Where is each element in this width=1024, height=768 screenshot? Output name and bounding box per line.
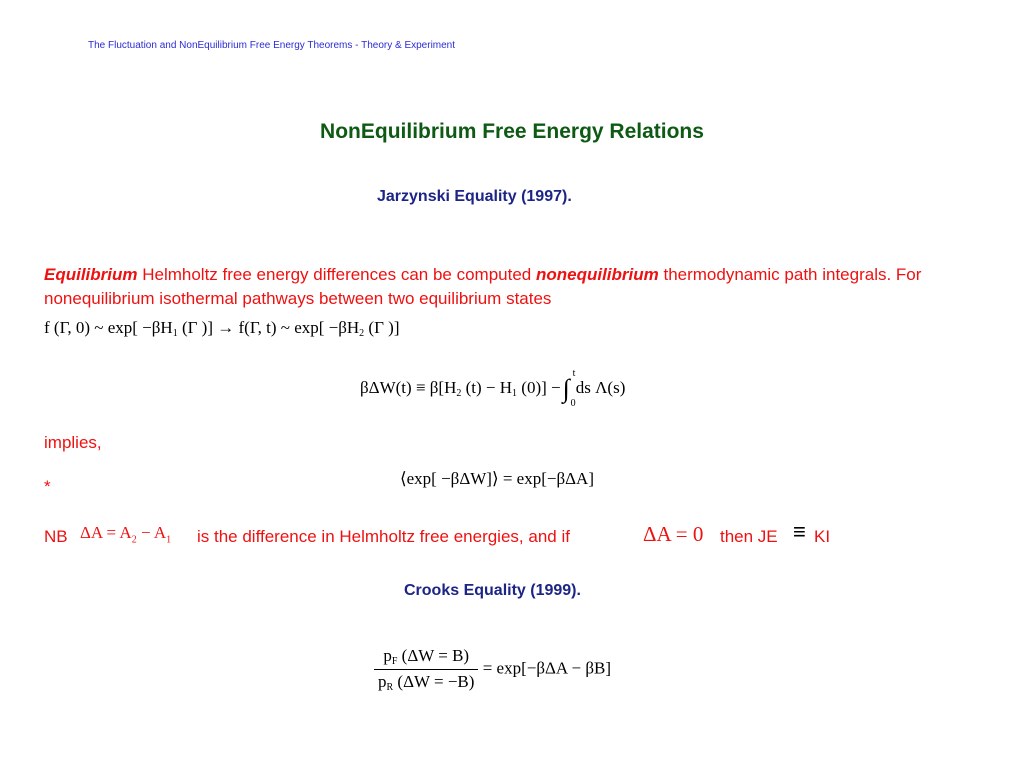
then-je-text: then JE	[720, 527, 778, 546]
equation-crooks	[374, 646, 611, 693]
implies-label: implies,	[44, 433, 102, 452]
equivalence-symbol: ≡	[793, 519, 806, 544]
integral-sign: ∫ t 0	[562, 368, 576, 409]
crooks-rhs: = exp[−βΔA − βB]	[482, 658, 611, 678]
equation-delta-a: $\Delta A = A_2 - A_1$	[80, 523, 172, 546]
ki-text: KI	[814, 527, 831, 546]
nonequilibrium-emphasis: nonequilibrium	[535, 265, 659, 284]
crooks-numerator: $p_F$ (ΔW = B)	[374, 646, 478, 670]
jarzynski-heading: Jarzynski Equality (1997).	[377, 188, 572, 205]
equation-jarzynski: ⟨exp[ −βΔW]⟩ = exp[−βΔA]	[400, 469, 594, 488]
crooks-heading: Crooks Equality (1999).	[404, 582, 581, 599]
equation-delta-a-zero: ΔA = 0	[643, 522, 704, 546]
nb-label: NB	[44, 527, 68, 546]
intro-paragraph	[44, 263, 984, 311]
crooks-denominator: $p_R$ (ΔW = −B)	[378, 672, 475, 693]
equation-work-definition: $\beta\Delta W(t) \equiv \beta[H_2$ $(t) - H_1$ (0)] −∫ t 0 ds Λ(s)	[360, 368, 626, 409]
slide-title: NonEquilibrium Free Energy Relations	[320, 120, 704, 143]
footnote-star: *	[44, 477, 51, 496]
slide-header: The Fluctuation and NonEquilibrium Free Energy Theorems - Theory & Experiment	[88, 40, 456, 51]
crooks-fraction	[374, 646, 478, 693]
intro-text-1: Helmholtz free energy differences can be computed	[137, 265, 536, 284]
nb-text: is the difference in Helmholtz free energies, and if	[197, 527, 570, 546]
equilibrium-emphasis: Equilibrium	[44, 265, 138, 284]
equation-distribution-switch: f (Γ, 0) ~ $\exp[ -\beta H_1$ (Γ )] → f(Γ, t) ~ $\exp[ -\beta H_2$ (Γ )]	[44, 318, 400, 339]
intro-text-2: thermodynamic path integrals. For nonequilibrium isothermal pathways between two equilibrium states	[44, 265, 922, 308]
